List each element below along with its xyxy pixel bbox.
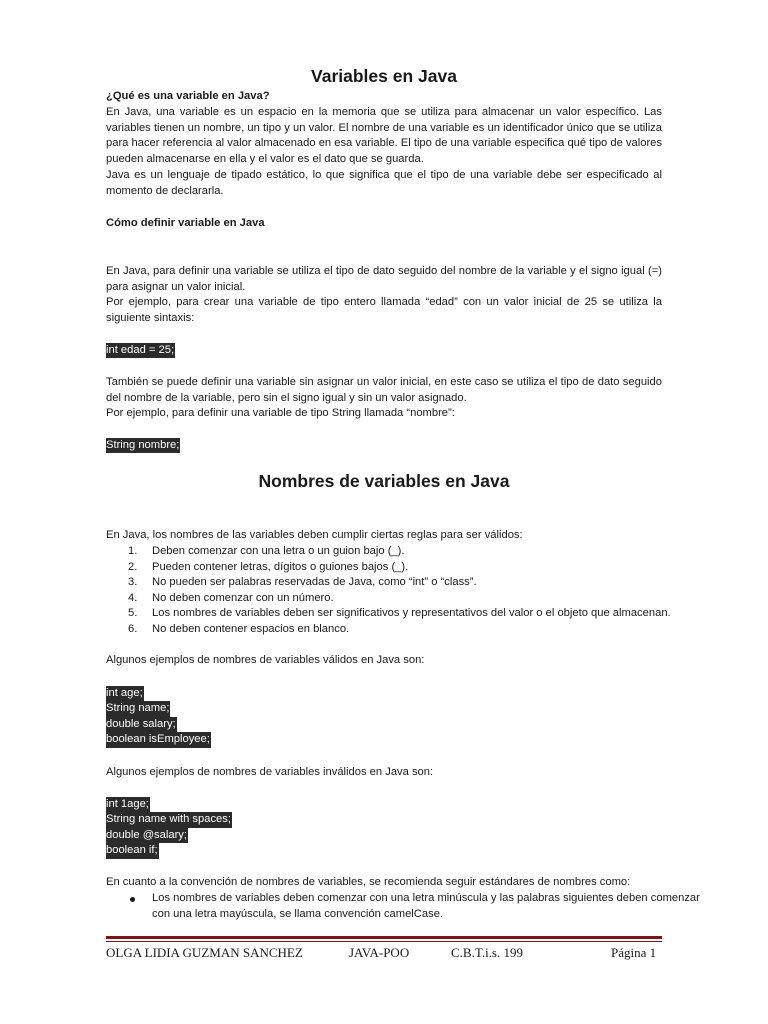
footer-rule-thin	[106, 941, 662, 942]
code-block-string-nombre	[106, 438, 180, 453]
code-line: int 1age;	[106, 797, 150, 812]
code-line: boolean isEmployee;	[106, 732, 211, 747]
code-line: String name;	[106, 701, 170, 716]
section-title-variable-names: Nombres de variables en Java	[258, 471, 510, 491]
code-line: boolean if;	[106, 843, 159, 858]
paragraph-invalid-intro: Algunos ejemplos de nombres de variables inválidos en Java son:	[106, 766, 434, 778]
footer-rule-thick	[106, 936, 662, 939]
code-block-int-edad	[106, 343, 175, 358]
paragraph-example-nombre: Por ejemplo, para definir una variable de tipo String llamada “nombre”:	[106, 407, 455, 419]
page-title: Variables en Java	[311, 66, 457, 86]
convention-list	[106, 891, 708, 922]
code-block-invalid-names	[106, 797, 232, 859]
paragraph-no-initial-value: También se puede definir una variable sin asignar un valor inicial, en este caso se utiliza el tipo de dato seguido del nombre de la variable, pero sin el signo igual y sin un valor asignado.	[106, 376, 662, 404]
code-block-valid-names	[106, 686, 211, 748]
list-item: 6. No deben contener espacios en blanco.	[128, 622, 350, 635]
paragraph-example-edad: Por ejemplo, para crear una variable de tipo entero llamada “edad” con un valor inicial de 25 se utiliza la siguiente sintaxis:	[106, 296, 662, 324]
paragraph-rules-intro: En Java, los nombres de las variables deben cumplir ciertas reglas para ser válidos:	[106, 529, 523, 541]
section-heading-define-variable: Cómo definir variable en Java	[106, 217, 265, 229]
footer-page-number: Página 1	[611, 945, 657, 960]
list-item: 1. Deben comenzar con una letra o un guion bajo (_).	[128, 545, 405, 557]
list-item: 4. No deben comenzar con un número.	[128, 591, 334, 604]
code-line: String nombre;	[106, 438, 180, 453]
list-item: 3. No pueden ser palabras reservadas de Java, como “int” o “class”.	[128, 576, 477, 589]
section-heading-what-is-variable: ¿Qué es una variable en Java?	[106, 90, 270, 102]
code-line: int edad = 25;	[106, 343, 175, 358]
footer-course: JAVA-POO	[349, 945, 410, 960]
paragraph-definition: En Java, una variable es un espacio en la memoria que se utiliza para almacenar un valor específico. Las variables tienen un nombre, un tipo y un valor. El nombre de una variable es un identificador único que se utiliza para hacer referencia al valor almacenado en esa variable. El tipo de una variable especifica qué tipo de valores pueden almacenarse en ella y el valor es el dato que se guarda.	[106, 106, 662, 165]
code-line: int age;	[106, 686, 144, 701]
code-line: double salary;	[106, 717, 177, 732]
rules-list	[106, 544, 708, 638]
paragraph-valid-intro: Algunos ejemplos de nombres de variables válidos en Java son:	[106, 654, 425, 666]
paragraph-convention-intro: En cuanto a la convención de nombres de variables, se recomienda seguir estándares de nombres como:	[106, 876, 631, 888]
footer-school: C.B.T.i.s. 199	[451, 945, 523, 960]
code-line: double @salary;	[106, 828, 188, 843]
list-item: 5. Los nombres de variables deben ser significativos y representativos del valor o el objeto que almacenan.	[128, 607, 671, 620]
list-item: Los nombres de variables deben comenzar con una letra minúscula y las palabras siguientes deben comenzar con una letra mayúscula, se llama convención camelCase.	[152, 891, 708, 922]
footer-author: OLGA LIDIA GUZMAN SANCHEZ	[106, 945, 303, 960]
paragraph-static-typing: Java es un lenguaje de tipado estático, lo que significa que el tipo de una variable debe ser especificado al momento de declararla.	[106, 169, 662, 197]
bullet-icon	[130, 897, 135, 902]
paragraph-define-syntax: En Java, para definir una variable se utiliza el tipo de dato seguido del nombre de la variable y el signo igual (=) para asignar un valor inicial.	[106, 265, 662, 293]
list-item: 2. Pueden contener letras, dígitos o guiones bajos (_).	[128, 560, 409, 573]
code-line: String name with spaces;	[106, 812, 232, 827]
